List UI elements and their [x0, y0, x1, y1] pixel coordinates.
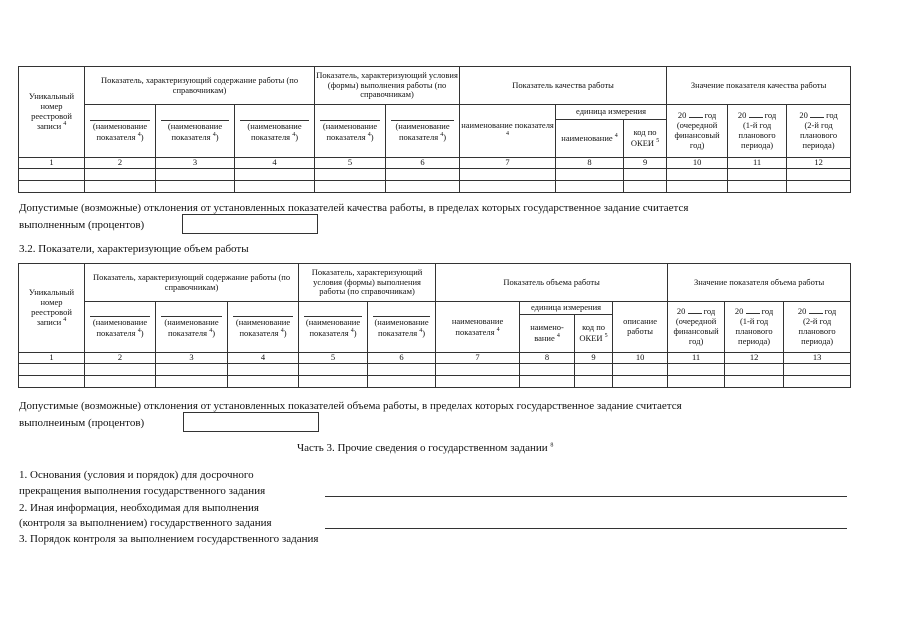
col-number: 5 [299, 353, 368, 364]
col-number: 11 [668, 353, 725, 364]
year1-header: 20 год (очередной финансовый год) [668, 302, 725, 353]
col-number: 7 [436, 353, 520, 364]
col-unique-header: Уникальный номер реестровой записи $^4$ [19, 67, 85, 158]
col-number: 12 [725, 353, 784, 364]
table-cell[interactable] [725, 375, 784, 387]
deviation-quality-text-2: выполненным (процентов) [19, 219, 145, 231]
table-cell[interactable] [784, 375, 851, 387]
col-number: 3 [156, 158, 235, 169]
column-numbers-row [19, 353, 851, 364]
name-indicator-cell: (наименование показателя $^4$) [85, 302, 156, 353]
col-number: 4 [235, 158, 315, 169]
volume-table [18, 263, 851, 388]
table-cell[interactable] [725, 363, 784, 375]
table-cell[interactable] [436, 363, 520, 375]
table-cell[interactable] [728, 180, 787, 192]
col-number: 13 [784, 353, 851, 364]
name-indicator-cell: (наименование показателя $^4$) [368, 302, 436, 353]
table-cell[interactable] [520, 375, 575, 387]
table-cell[interactable] [368, 375, 436, 387]
table-row [19, 375, 851, 387]
table-cell[interactable] [386, 168, 460, 180]
table-cell[interactable] [156, 375, 228, 387]
table-cell[interactable] [436, 375, 520, 387]
table-cell[interactable] [460, 180, 556, 192]
col-number: 8 [556, 158, 624, 169]
name-indicator-cell: (наименование показателя $^4$) [386, 105, 460, 158]
col-number: 6 [368, 353, 436, 364]
deviation-quality-text: Допустимые (возможные) отклонения от установленных показателей качества работы, в пределах которых государственное задание считается [19, 202, 689, 214]
conditions-header: Показатель, характеризующий условия (формы) выполнения работы (по справочникам) [315, 67, 460, 105]
table-cell[interactable] [787, 180, 851, 192]
table-cell[interactable] [460, 168, 556, 180]
item2-text-2: (контроля за выполнением) государственного задания [19, 517, 272, 529]
value-header: Значение показателя объема работы [668, 264, 851, 302]
item2-text: 2. Иная информация, необходимая для выполнения [19, 502, 259, 514]
year3-header: 20 год (2-й год планового периода) [784, 302, 851, 353]
quality-table [18, 66, 851, 193]
table-cell[interactable] [520, 363, 575, 375]
col-number: 4 [228, 353, 299, 364]
table-cell[interactable] [613, 375, 668, 387]
year2-header: 20 год (1-й год планового периода) [728, 105, 787, 158]
col-number: 10 [613, 353, 668, 364]
section-title: 3.2. Показатели, характеризующие объем работы [19, 243, 249, 255]
col-unique-header: Уникальный номер реестровой записи $^4$ [19, 264, 85, 353]
year3-header: 20 год (2-й год планового периода) [787, 105, 851, 158]
deviation-volume-text-2: выполнеиным (процентов) [19, 417, 145, 429]
col-number: 2 [85, 353, 156, 364]
unit-header: единица измерения [520, 302, 613, 315]
col-number: 9 [575, 353, 613, 364]
table-cell[interactable] [784, 363, 851, 375]
table-cell[interactable] [315, 168, 386, 180]
table-cell[interactable] [667, 168, 728, 180]
col-number: 2 [85, 158, 156, 169]
name-indicator-cell: (наименование показателя $^4$) [228, 302, 299, 353]
table-cell[interactable] [19, 168, 85, 180]
table-cell[interactable] [156, 180, 235, 192]
table-cell[interactable] [85, 375, 156, 387]
table-row [19, 363, 851, 375]
table-cell[interactable] [19, 363, 85, 375]
table-cell[interactable] [228, 375, 299, 387]
table-cell[interactable] [575, 375, 613, 387]
col-number: 8 [520, 353, 575, 364]
unit-name-cell: наимено-вание $^4$ [520, 315, 575, 353]
item2-field[interactable] [325, 528, 847, 529]
item1-text: 1. Основания (условия и порядок) для досрочного [19, 469, 254, 481]
table-cell[interactable] [668, 363, 725, 375]
table-row [19, 168, 851, 180]
unit-name-cell: наименование $^4$ [556, 120, 624, 158]
table-cell[interactable] [299, 363, 368, 375]
okei-code-cell: код по ОКЕИ $^5$ [575, 315, 613, 353]
quality-header: Показатель качества работы [460, 67, 667, 105]
deviation-volume-input[interactable] [183, 412, 319, 432]
col-number: 12 [787, 158, 851, 169]
deviation-quality-input[interactable] [182, 214, 318, 234]
name-indicator-cell: (наименование показателя $^4$) [156, 302, 228, 353]
table-cell[interactable] [624, 168, 667, 180]
table-cell[interactable] [556, 180, 624, 192]
table-cell[interactable] [19, 375, 85, 387]
table-cell[interactable] [228, 363, 299, 375]
volume-header: Показатель объема работы [436, 264, 668, 302]
table-cell[interactable] [386, 180, 460, 192]
table-cell[interactable] [556, 168, 624, 180]
table-cell[interactable] [624, 180, 667, 192]
name-indicator-cell: (наименование показателя $^4$) [156, 105, 235, 158]
item3-text: 3. Порядок контроля за выполнением государственного задания [19, 533, 319, 545]
name-indicator-cell: (наименование показателя $^4$) [315, 105, 386, 158]
name-indicator-cell: (наименование показателя $^4$) [85, 105, 156, 158]
table-cell[interactable] [156, 168, 235, 180]
table-cell[interactable] [728, 168, 787, 180]
table-cell[interactable] [575, 363, 613, 375]
content-header: Показатель, характеризующий содержание работы (по справочникам) [85, 264, 299, 302]
item1-text-2: прекращения выполнения государственного задания [19, 485, 266, 497]
part3-title: Часть 3. Прочие сведения о государственном задании $^8$ [297, 442, 554, 454]
col-number: 9 [624, 158, 667, 169]
unit-header: единица измерения [556, 105, 667, 120]
column-numbers-row [19, 158, 851, 169]
col-number: 5 [315, 158, 386, 169]
table-cell[interactable] [315, 180, 386, 192]
col-number: 3 [156, 353, 228, 364]
value-header: Значение показателя качества работы [667, 67, 851, 105]
table-cell[interactable] [613, 363, 668, 375]
table-cell[interactable] [668, 375, 725, 387]
col-number: 6 [386, 158, 460, 169]
deviation-volume-text: Допустимые (возможные) отклонения от установленных показателей объема работы, в пределах которых государственное задание считается [19, 400, 682, 412]
col-number: 1 [19, 353, 85, 364]
table-cell[interactable] [85, 168, 156, 180]
ind-name-cell: наименование показателя $^4$ [460, 105, 556, 158]
col-number: 11 [728, 158, 787, 169]
table-cell[interactable] [85, 363, 156, 375]
table-cell[interactable] [19, 180, 85, 192]
description-header: описание работы [613, 302, 668, 353]
table-cell[interactable] [667, 180, 728, 192]
table-cell[interactable] [299, 375, 368, 387]
item1-field[interactable] [325, 496, 847, 497]
col-number: 7 [460, 158, 556, 169]
ind-name-cell: наименование показателя $^4$ [436, 302, 520, 353]
table-cell[interactable] [156, 363, 228, 375]
col-number: 10 [667, 158, 728, 169]
table-cell[interactable] [368, 363, 436, 375]
name-indicator-cell: (наименование показателя $^4$) [299, 302, 368, 353]
year1-header: 20 год (очередной финансовый год) [667, 105, 728, 158]
conditions-header: Показатель, характеризующий условия (формы) выполнения работы (по справочникам) [299, 264, 436, 302]
name-indicator-cell: (наименование показателя $^4$) [235, 105, 315, 158]
table-cell[interactable] [85, 180, 156, 192]
content-header: Показатель, характеризующий содержание работы (по справочникам) [85, 67, 315, 105]
col-number: 1 [19, 158, 85, 169]
table-row [19, 180, 851, 192]
okei-code-cell: код по ОКЕИ $^5$ [624, 120, 667, 158]
table-cell[interactable] [787, 168, 851, 180]
year2-header: 20 год (1-й год планового периода) [725, 302, 784, 353]
table-cell[interactable] [235, 180, 315, 192]
table-cell[interactable] [235, 168, 315, 180]
